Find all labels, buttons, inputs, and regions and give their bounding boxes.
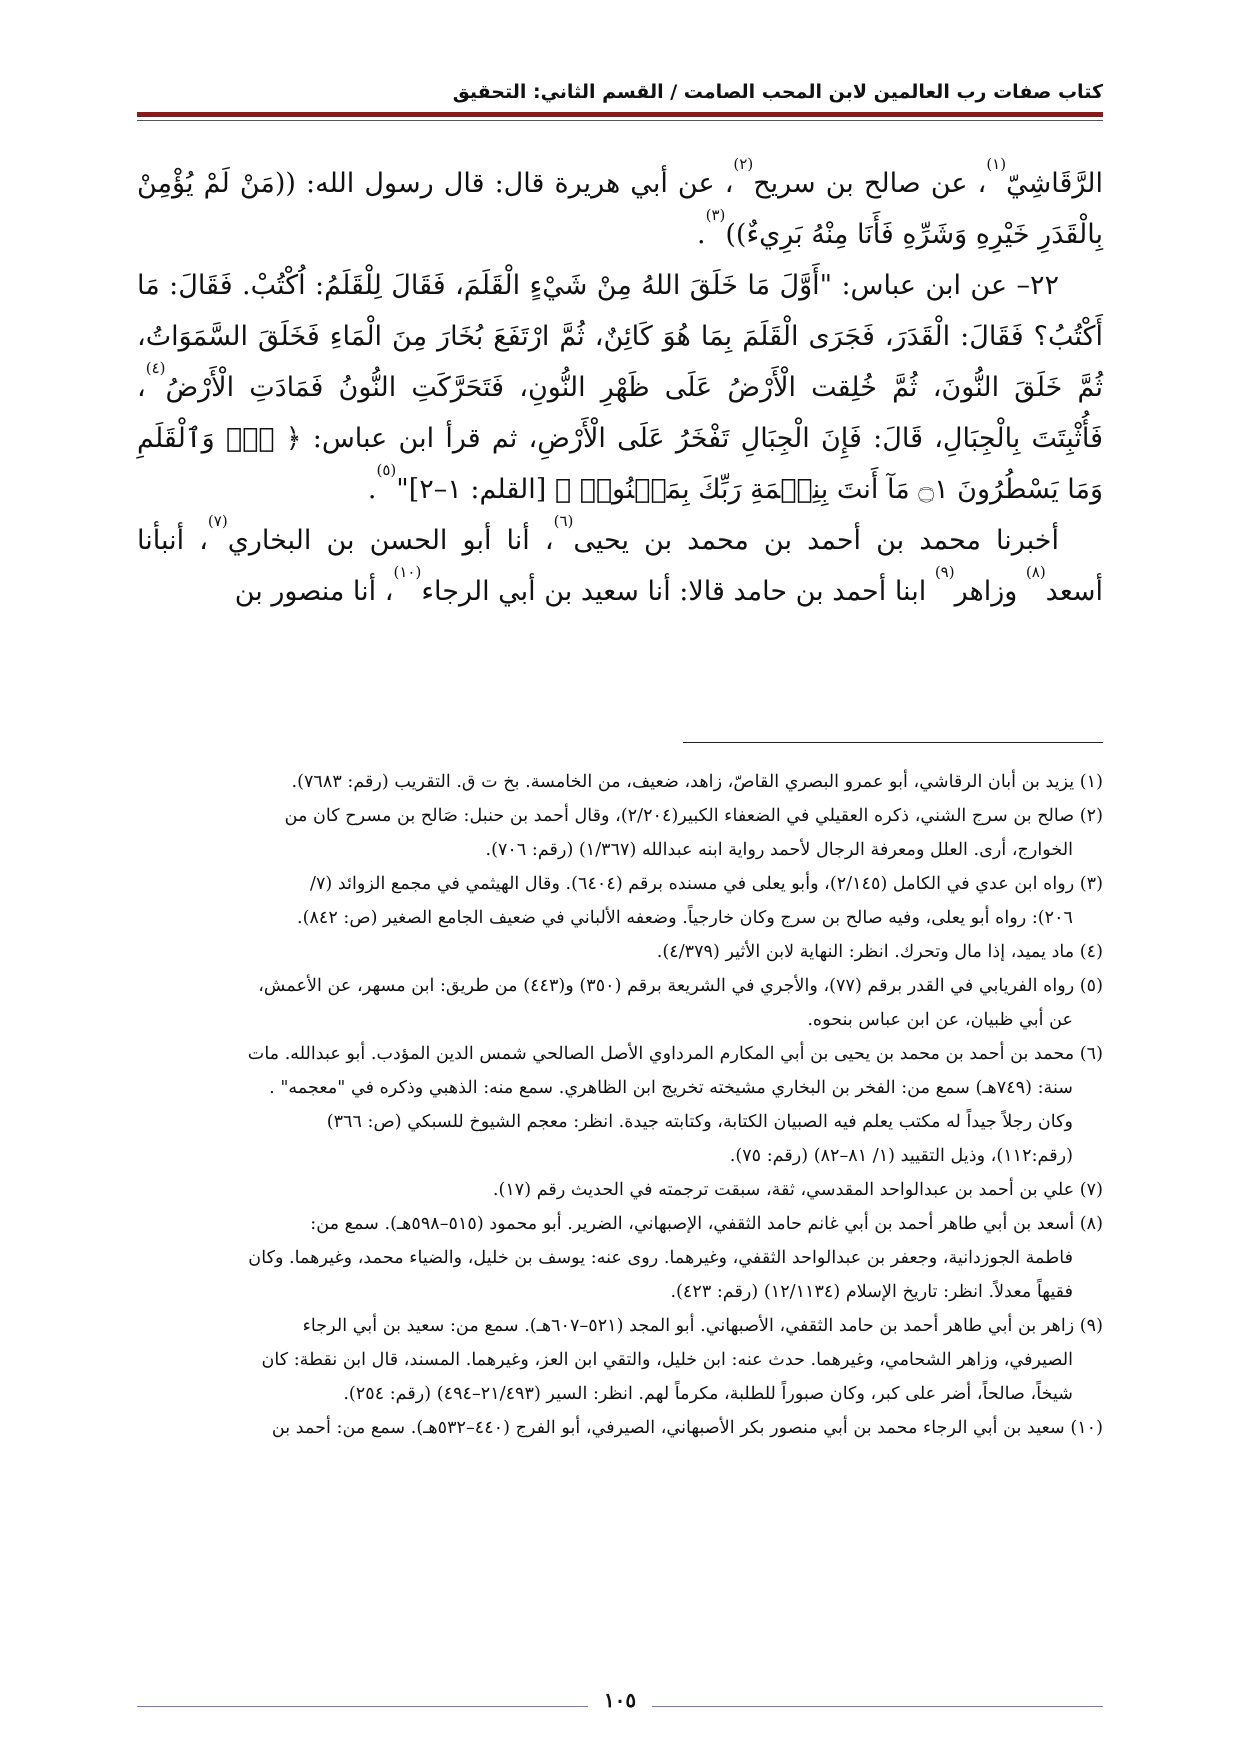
footnote-line: فاطمة الجوزدانية، وجعفر بن عبدالواحد الثقفي، وغيرهما. روى عنه: يوسف بن خليل، والضياء محمد، وغيرهما. وكان xyxy=(248,1248,1073,1268)
footnote-line: (٢) صالح بن سرج الشني، ذكره العقيلي في الضعفاء الكبير(٢/٢٠٤)، وقال أحمد بن حنبل: صَالح بن مسرح كان من xyxy=(284,806,1103,826)
footnote-ref[interactable]: (٦) xyxy=(553,512,574,530)
footnote xyxy=(137,1207,1103,1309)
footnote-line: شيخاً، صالحاً، أضر على كبر، وكان صبوراً للطلبة، مكرماً لهم. انظر: السير (٢١/٤٩٣–٤٩٤) (رقم: ٢٥٤). xyxy=(343,1384,1073,1404)
footnote-line: (٥) رواه الفريابي في القدر برقم (٧٧)، والأجري في الشريعة برقم (٣٥٠) و(٤٤٣) من طريق: ابن مسهر، عن الأعمش، xyxy=(258,976,1103,996)
footnote xyxy=(137,765,1103,799)
footnotes-section xyxy=(137,765,1103,1445)
footnote xyxy=(137,1411,1103,1445)
footnote-ref[interactable]: (٤) xyxy=(145,359,166,377)
footnote-ref[interactable]: (١٠) xyxy=(393,563,422,581)
footnote-line: عن أبي ظبيان، عن ابن عباس بنحوه. xyxy=(807,1010,1073,1030)
paragraph-3: أخبرنا محمد بن أحمد بن محمد بن يحيى$^{(٦)}$، أنا أبو الحسن بن البخاري$^{(٧)}$، أنبأنا أسعد$^{(٨)}$ وزاهر$^{(٩)}$ ابنا أحمد بن حامد قالا: أنا سعيد بن أبي الرجاء$^{(١٠)}$، أنا منصور بن xyxy=(137,512,1103,607)
footnote xyxy=(137,935,1103,969)
footnote-line: (١٠) سعيد بن أبي الرجاء محمد بن أبي منصور بكر الأصبهاني، الصيرفي، أبو الفرج (٤٤٠–٥٣٢هـ). سمع من: أحمد بن xyxy=(271,1418,1103,1438)
footnote-ref[interactable]: (٩) xyxy=(934,563,955,581)
page-number: ١٠٥ xyxy=(0,1688,1240,1712)
footnote-line: (٨) أسعد بن أبي طاهر أحمد بن أبي غانم حامد الثقفي، الإصبهاني، الضرير. أبو محمود (٥١٥–٥٩٨هـ). سمع من: xyxy=(310,1214,1103,1234)
footnote xyxy=(137,799,1103,867)
footnote xyxy=(137,867,1103,935)
footnote-ref[interactable]: (١) xyxy=(986,155,1007,173)
footnote xyxy=(137,1309,1103,1411)
footnote-line: (٦) محمد بن أحمد بن محمد بن يحيى بن أبي المكارم المرداوي الأصل الصالحي شمس الدين المؤدب. أبو عبدالله. مات xyxy=(247,1044,1103,1064)
footnote-ref[interactable]: (٣) xyxy=(705,206,726,224)
footnote-separator xyxy=(683,742,1103,743)
footnote xyxy=(137,969,1103,1037)
footnote-line: الصيرفي، وزاهر الشحامي، وغيرهما. حدث عنه: ابن خليل، والتقي ابن العز، وغيرهما. المسند، قال ابن نقطة: كان xyxy=(261,1350,1073,1370)
footnote-line: (٧) علي بن أحمد بن عبدالواحد المقدسي، ثقة، سبقت ترجمته في الحديث رقم (١٧). xyxy=(492,1180,1103,1200)
footnote-line: ٢٠٦): رواه أبو يعلى، وفيه صالح بن سرج وكان خارجياً. وضعفه الألباني في ضعيف الجامع الصغير (ص: ٨٤٢). xyxy=(297,908,1073,928)
footnote-line: فقيهاً معدلاً. انظر: تاريخ الإسلام (١٢/١١٣٤) (رقم: ٤٢٣). xyxy=(670,1282,1073,1302)
footnote-ref[interactable]: (٧) xyxy=(207,512,228,530)
paragraph-2: ٢٢– عن ابن عباس: "أَوَّلَ مَا خَلَقَ اللهُ مِنْ شَيْءٍ الْقَلَمَ، فَقَالَ لِلْقَلَمُ: اُكْتُبْ. فَقَالَ: مَا أَكْتُبُ؟ فَقَالَ: الْقَدَرَ، فَجَرَى الْقَلَمَ بِمَا هُوَ كَائِنٌ، ثُمَّ ارْتَفَعَ بُخَارَ مِنَ الْمَاءِ فَخَلَقَ السَّمَوَاتُ، ثُمَّ خَلَقَ النُّونَ، ثُمَّ خُلِقت الْأَرْضُ عَلَى ظَهْرِ النُّونِ، فَتَحَرَّكَتِ النُّونُ فَمَادَتِ الْأَرْضُ$^{(٤)}$، فَأُثْبِتَتَ بِالْجِبَالِ، قَالَ: فَإِنَ الْجِبَالِ تَفْخَرُ عَلَى الْأَرْضِ، ثم قرأ ابن عباس: ﴿ نٓۚ وَٱلْقَلَمِ وَمَا يَسْطُرُونَ ۝١ مَآ أَنتَ بِنِعۡمَةِ رَبِّكَ بِمَجۡنُونٖ ﴾ [القلم: ١–٢]"$^{(٥)}$. xyxy=(137,270,1103,505)
main-text xyxy=(137,155,1103,617)
footnote-line: سنة: (٧٤٩هـ) سمع من: الفخر بن البخاري مشيخته تخريج ابن الظاهري. سمع منه: الذهبي وذكره في "معجمه" . xyxy=(269,1078,1073,1098)
footnote xyxy=(137,1173,1103,1207)
footnote-line: (٣) رواه ابن عدي في الكامل (٢/١٤٥)، وأبو يعلى في مسنده برقم (٦٤٠٤). وقال الهيثمي في مجمع الزوائد (٧/ xyxy=(310,874,1103,894)
paragraph-1: الرَّقَاشِيّ$^{(١)}$، عن صالح بن سريح$^{(٢)}$، عن أبي هريرة قال: قال رسول الله: ((مَنْ لَمْ يُؤْمِنْ بِالْقَدَرِ خَيْرِهِ وَشَرِّهِ فَأَنَا مِنْهُ بَرِيءٌ))$^{(٣)}$. xyxy=(137,155,1103,250)
header-rule-thin xyxy=(137,120,1103,121)
footnote-ref[interactable]: (٨) xyxy=(1025,563,1046,581)
footnote-line: وكان رجلاً جيداً له مكتب يعلم فيه الصبيان الكتابة، وكتابته جيدة. انظر: معجم الشيوخ للسبكي (ص: ٣٦٦) xyxy=(326,1112,1073,1132)
running-header: كتاب صفات رب العالمين لابن المحب الصامت / القسم الثاني: التحقيق xyxy=(452,81,1103,103)
footnote-line: الخوارج، أرى. العلل ومعرفة الرجال لأحمد رواية ابنه عبدالله (١/٣٦٧) (رقم: ٧٠٦). xyxy=(485,840,1073,860)
footnote-line: (١) يزيد بن أبان الرقاشي، أبو عمرو البصري القاصّ، زاهد، ضعيف، من الخامسة. بخ ت ق. التقريب (رقم: ٧٦٨٣). xyxy=(291,772,1103,792)
footnote-ref[interactable]: (٢) xyxy=(733,155,754,173)
footnote-line: (٩) زاهر بن أبي طاهر أحمد بن حامد الثقفي، الأصبهاني. أبو المجد (٥٢١–٦٠٧هـ). سمع من: سعيد بن أبي الرجاء xyxy=(302,1316,1103,1336)
footnote-line: (رقم:١١٢)، وذيل التقييد (١/ ٨١–٨٢) (رقم: ٧٥). xyxy=(729,1146,1073,1166)
footnote xyxy=(137,1037,1103,1173)
footnote-line: (٤) ماد يميد، إذا مال وتحرك. انظر: النهاية لابن الأثير (٤/٣٧٩). xyxy=(656,942,1103,962)
footnote-ref[interactable]: (٥) xyxy=(376,461,397,479)
header-rule-thick xyxy=(137,112,1103,117)
